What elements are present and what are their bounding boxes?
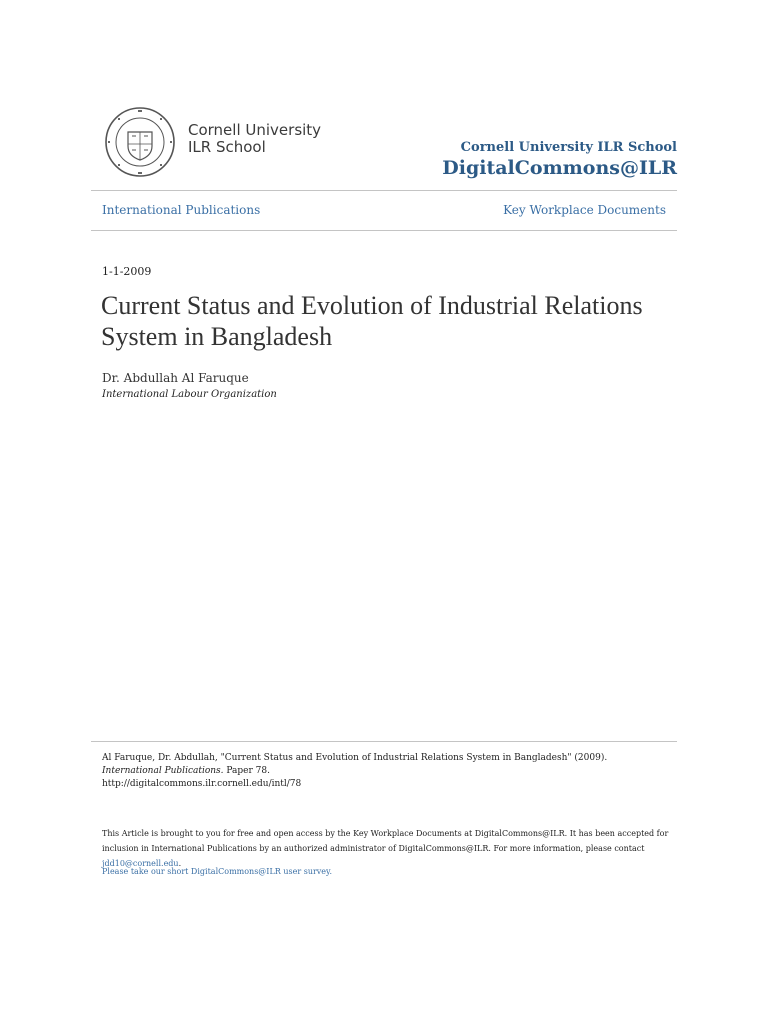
international-publications-link[interactable]: International Publications [102,203,261,217]
repository-brand[interactable] [442,140,677,180]
ilr-school-label: Cornell University ILR School [460,140,677,155]
access-statement [102,826,677,871]
publication-date: 1-1-2009 [102,265,152,278]
contact-email-link[interactable]: jdd10@cornell.edu [102,859,179,868]
header-divider [91,190,677,191]
citation-block [102,752,667,791]
nav-divider [91,230,677,231]
citation-paper: Paper 78. [223,766,270,776]
citation-divider [91,741,677,742]
cornell-seal-logo [104,106,176,178]
citation-url: http://digitalcommons.ilr.cornell.edu/intl/78 [102,779,302,789]
citation-series: International Publications. [102,766,224,776]
access-text: This Article is brought to you for free and open access by the Key Workplace Documents at DigitalCommons@ILR. It has been accepted for inclusion in International Publications by an authorized administrator of DigitalCommons@ILR. For more information, please contact [102,829,669,853]
university-name: Cornell University [188,121,322,139]
digitalcommons-label: DigitalCommons@ILR [442,157,677,179]
access-end: . [178,859,182,868]
article-title: Current Status and Evolution of Industrial Relations System in Bangladesh [101,291,643,351]
user-survey-link[interactable]: Please take our short DigitalCommons@ILR user survey. [102,867,333,876]
key-workplace-documents-link[interactable]: Key Workplace Documents [503,203,666,217]
school-name: ILR School [188,138,266,156]
author-affiliation: International Labour Organization [102,389,277,400]
university-wordmark [188,122,321,156]
author-name: Dr. Abdullah Al Faruque [102,371,249,385]
citation-text: Al Faruque, Dr. Abdullah, "Current Status and Evolution of Industrial Relations System in Bangladesh" (2009). [102,753,608,763]
